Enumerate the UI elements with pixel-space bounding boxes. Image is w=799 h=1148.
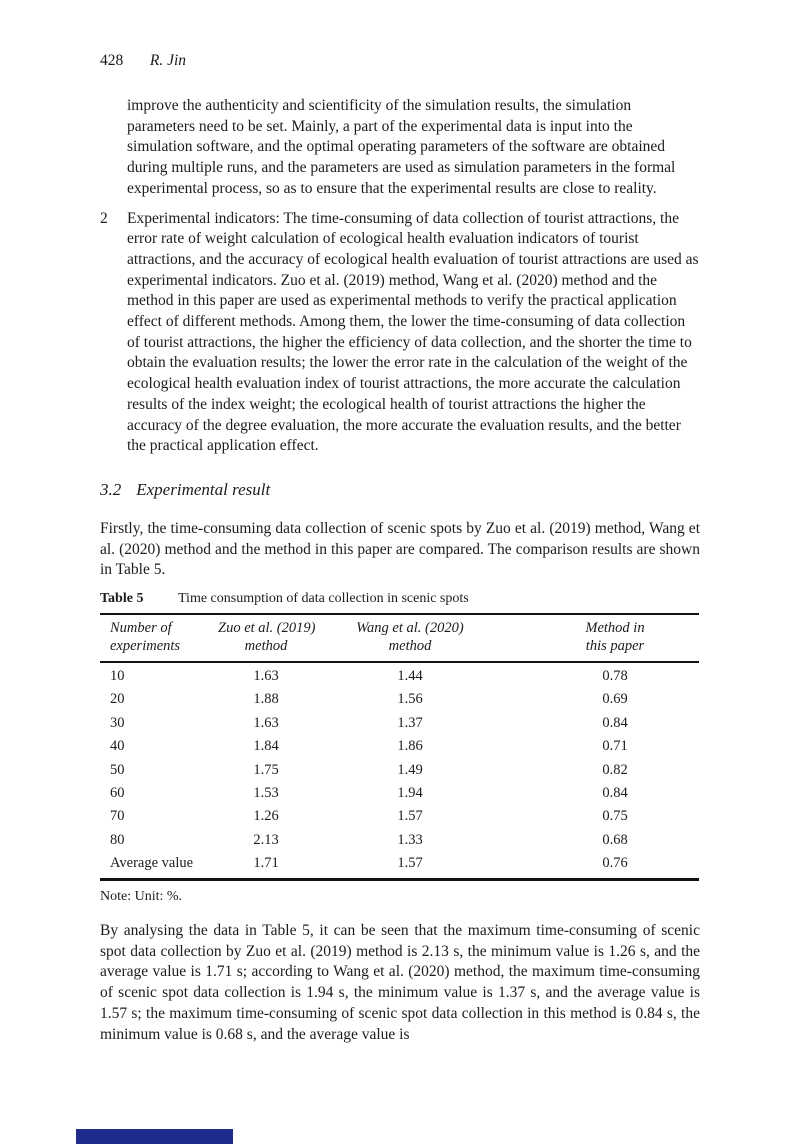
- column-header-zuo-method: Zuo et al. (2019) method: [218, 614, 314, 662]
- table-caption: [100, 590, 700, 607]
- column-header-method-this-paper: Method in this paper: [506, 614, 699, 662]
- analysis-paragraph: By analysing the data in Table 5, it can be seen that the maximum time-consuming of scenic spot data collection by Zuo et al. (2019) method is 2.13 s, the minimum value is 1.26 s, and the average value is 1.71 s; according to Wang et al. (2020) method, the maximum time-consuming of scenic spot data collection is 1.94 s, the minimum value is 1.37 s, and the average value is 1.57 s; the maximum time-consuming of scenic spot data collection in this method is 0.84 s, the minimum value is 0.68 s, and the average value is: [100, 922, 700, 1043]
- section-heading: [100, 479, 700, 500]
- table-cell: 10: [110, 668, 125, 685]
- table-cell: 1.63: [253, 714, 279, 731]
- table-cell: 40: [110, 738, 125, 755]
- table-row: [100, 782, 699, 805]
- table-cell: 1.86: [397, 738, 423, 755]
- table-cell: 20: [110, 691, 125, 708]
- table-cell: 50: [110, 761, 125, 778]
- running-header: [100, 52, 700, 70]
- table-cell: 1.44: [397, 668, 423, 685]
- table-cell: 60: [110, 784, 125, 801]
- table-row: [100, 735, 699, 758]
- table-cell: 80: [110, 831, 125, 848]
- table-cell: 0.76: [602, 855, 628, 872]
- table-row: [100, 805, 699, 828]
- table-row: [100, 852, 699, 880]
- table-cell: 1.84: [253, 738, 279, 755]
- table-row: [100, 688, 699, 711]
- page-content: [100, 0, 700, 1045]
- intro-paragraph: Firstly, the time-consuming data collection of scenic spots by Zuo et al. (2019) method, Wang et al. (2020) method and the method in this paper are compared. The comparison results are shown in Table 5.: [100, 519, 700, 579]
- data-table: [100, 613, 699, 881]
- table-cell: 0.69: [602, 691, 628, 708]
- table-cell: Average value: [110, 855, 194, 872]
- table-cell: 1.57: [397, 808, 423, 825]
- section-title: Experimental result: [136, 479, 271, 499]
- table-note: Note: Unit: %.: [100, 889, 183, 905]
- column-header-number-of-experiments: Number of experiments: [100, 614, 218, 662]
- table-cell: 0.71: [602, 738, 628, 755]
- table-cell: 2.13: [253, 831, 279, 848]
- table-cell: 0.84: [602, 714, 628, 731]
- table-cell: 0.78: [602, 668, 628, 685]
- table-cell: 0.84: [602, 784, 628, 801]
- table-row: [100, 829, 699, 852]
- table-row: [100, 712, 699, 735]
- table-cell: 1.56: [397, 691, 423, 708]
- table-header-row: [100, 614, 699, 662]
- running-head-author: R. Jin: [149, 52, 187, 69]
- table-cell: 1.53: [253, 784, 279, 801]
- list-item-1-paragraph: improve the authenticity and scientificity of the simulation results, the simulation parameters need to be set. Mainly, a part of the experimental data is input into the simulation software, and the optimal operating parameters of the software are obtained during multiple runs, and the parameters are used as simulation parameters in the formal experimental process, so as to ensure that the experimental results are close to reality.: [127, 97, 676, 197]
- table-label: Table 5: [100, 591, 144, 607]
- table-cell: 1.63: [253, 668, 279, 685]
- table-cell: 1.88: [253, 691, 279, 708]
- page-number: 428: [100, 52, 124, 69]
- table-row: [100, 662, 699, 688]
- list-item-2-paragraph: Experimental indicators: The time-consuming of data collection of tourist attractions, the error rate of weight calculation of ecological health evaluation indicators of tourist attractions, and the accuracy of ecological health evaluation of tourist attractions are used as experimental indicators. Zuo et al. (2019) method, Wang et al. (2020) method and the method in this paper are used as experimental methods to verify the practical application effect of different methods. Among them, the lower the time-consuming of data collection of tourist attractions, the higher the efficiency of data collection, and the shorter the time to obtain the evaluation results; the lower the error rate in the calculation of the weight of the ecological health evaluation index of tourist attractions, the more accurate the calculation results of the index weight; the ecological health of tourist attractions the higher the accuracy of the degree evaluation, the more accurate the evaluation results, and the better the practical application effect.: [127, 209, 699, 455]
- section-number: 3.2: [100, 479, 122, 499]
- table-cell: 1.71: [253, 855, 279, 872]
- table-cell: 70: [110, 808, 125, 825]
- list-item-2-number: 2: [100, 209, 108, 227]
- column-header-wang-method: Wang et al. (2020) method: [314, 614, 506, 662]
- table-cell: 30: [110, 714, 125, 731]
- table-cell: 1.37: [397, 714, 423, 731]
- table-cell: 0.68: [602, 831, 628, 848]
- table-cell: 0.82: [602, 761, 628, 778]
- table-cell: 1.26: [253, 808, 279, 825]
- table-cell: 1.49: [397, 761, 423, 778]
- table-cell: 1.94: [397, 784, 423, 801]
- table-title: Time consumption of data collection in scenic spots: [178, 591, 469, 607]
- table-row: [100, 758, 699, 781]
- table-cell: 1.75: [253, 761, 279, 778]
- table-cell: 1.57: [397, 855, 423, 872]
- list-item-2: [100, 209, 700, 457]
- table-cell: 1.33: [397, 831, 423, 848]
- list-item-1-continuation: [100, 96, 700, 200]
- table-cell: 0.75: [602, 808, 628, 825]
- footer-blue-bar: [76, 1129, 233, 1144]
